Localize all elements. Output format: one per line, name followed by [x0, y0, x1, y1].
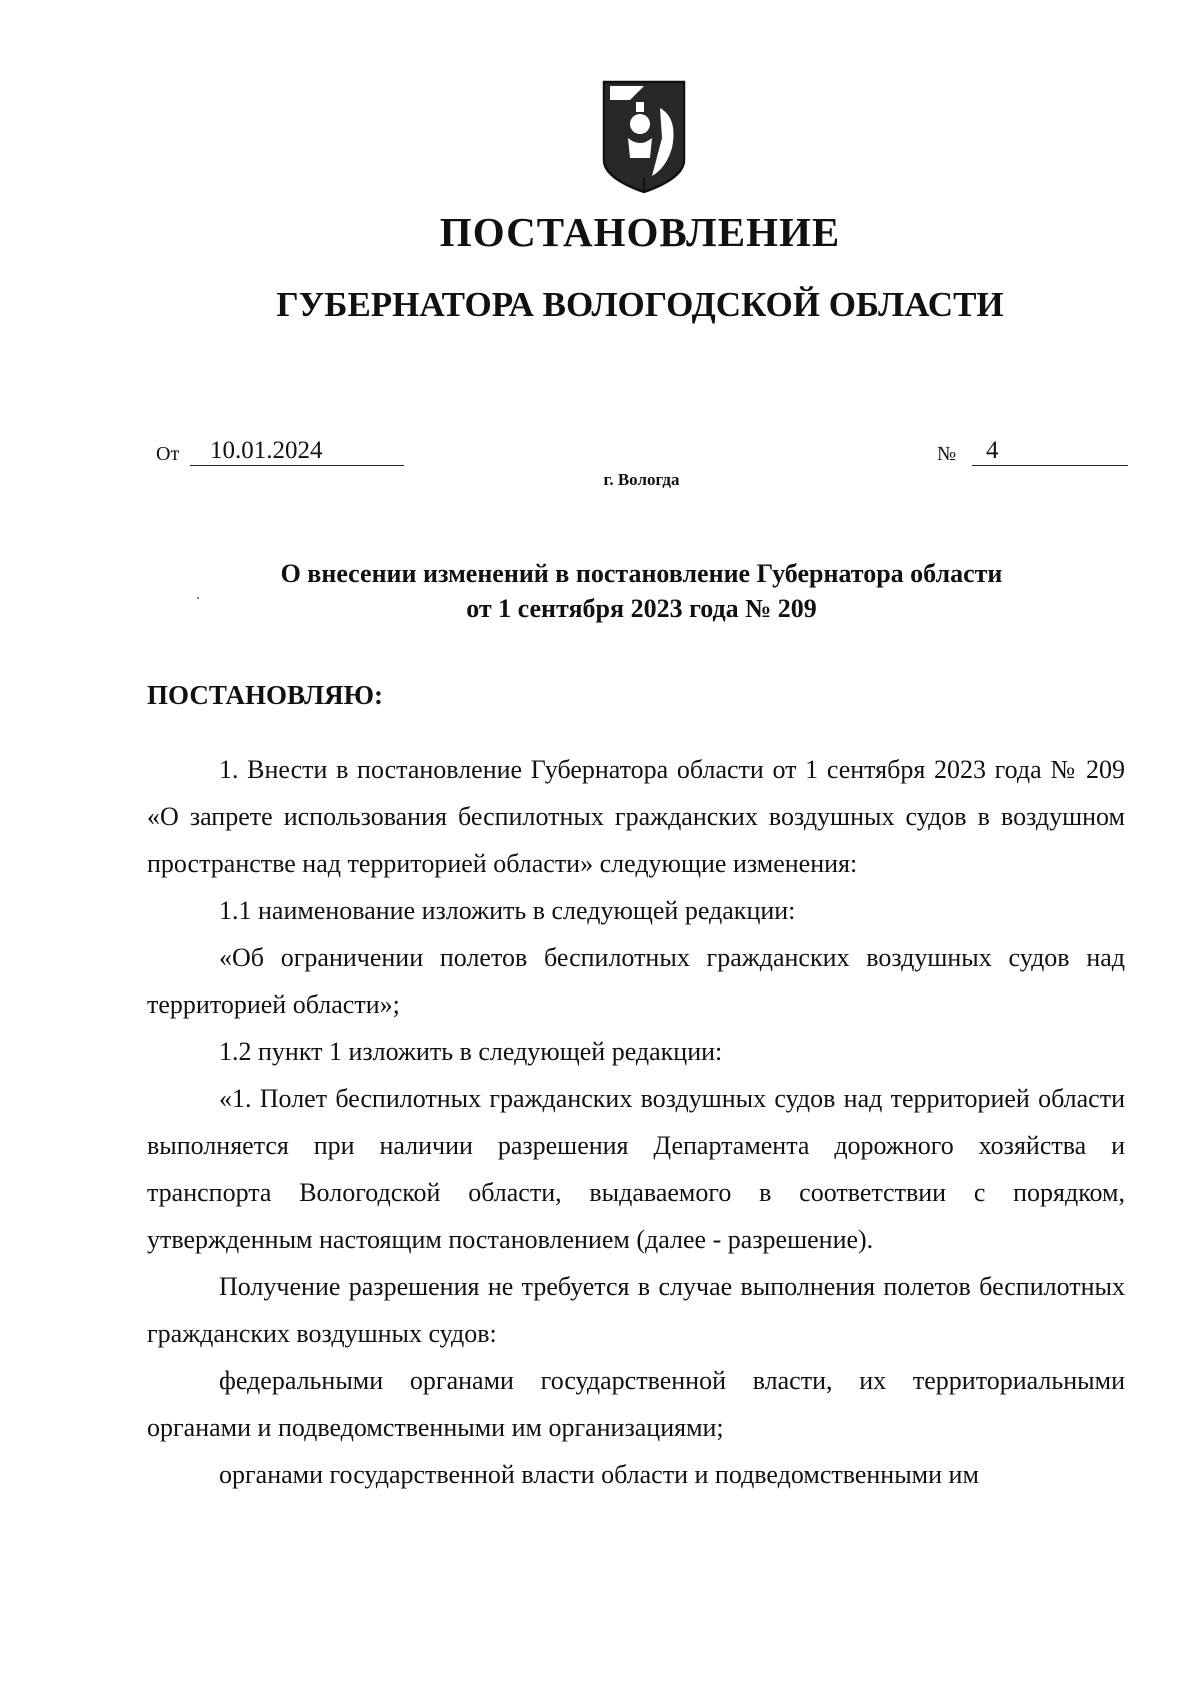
document-date: 10.01.2024	[190, 437, 404, 466]
paragraph: федеральными органами государственной власти, их территориальными органами и подведомственными им организациями;	[147, 1366, 1125, 1442]
document-title: ПОСТАНОВЛЕНИЕ	[439, 209, 841, 255]
coat-of-arms-icon	[600, 78, 688, 196]
city: г. Вологда	[603, 470, 680, 489]
document-subject	[0, 556, 1200, 626]
number-label: №	[937, 443, 957, 465]
paragraph: органами государственной власти области и подведомственными им	[219, 1460, 979, 1489]
document-issuer: ГУБЕРНАТОРА ВОЛОГОДСКОЙ ОБЛАСТИ	[276, 285, 1004, 324]
paragraph: «1. Полет беспилотных гражданских воздушных судов над территорией области выполняется при наличии разрешения Департамента дорожного хозяйства и транспорта Вологодской области, выдаваемого в соответствии с порядком, утвержденным настоящим постановлением (далее - разрешение).	[147, 1084, 1125, 1254]
decree-word: ПОСТАНОВЛЯЮ:	[147, 680, 383, 710]
paragraph: 1.1 наименование изложить в следующей редакции:	[219, 896, 796, 925]
subject-line-1: О внесении изменений в постановление Губернатора области	[280, 559, 1003, 588]
scan-speck	[197, 597, 199, 599]
paragraph: «Об ограничении полетов беспилотных гражданских воздушных судов над территорией области»;	[147, 943, 1125, 1019]
document-body	[147, 746, 1125, 1498]
paragraph: 1. Внести в постановление Губернатора области от 1 сентября 2023 года № 209 «О запрете использования беспилотных гражданских воздушных судов в воздушном пространстве над территорией области» следующие изменения:	[147, 755, 1125, 878]
date-label: От	[156, 443, 180, 465]
document-number: 4	[972, 437, 1128, 466]
subject-line-2: от 1 сентября 2023 года № 209	[466, 594, 817, 623]
paragraph: Получение разрешения не требуется в случае выполнения полетов беспилотных гражданских воздушных судов:	[147, 1272, 1125, 1348]
paragraph: 1.2 пункт 1 изложить в следующей редакции:	[219, 1037, 723, 1066]
